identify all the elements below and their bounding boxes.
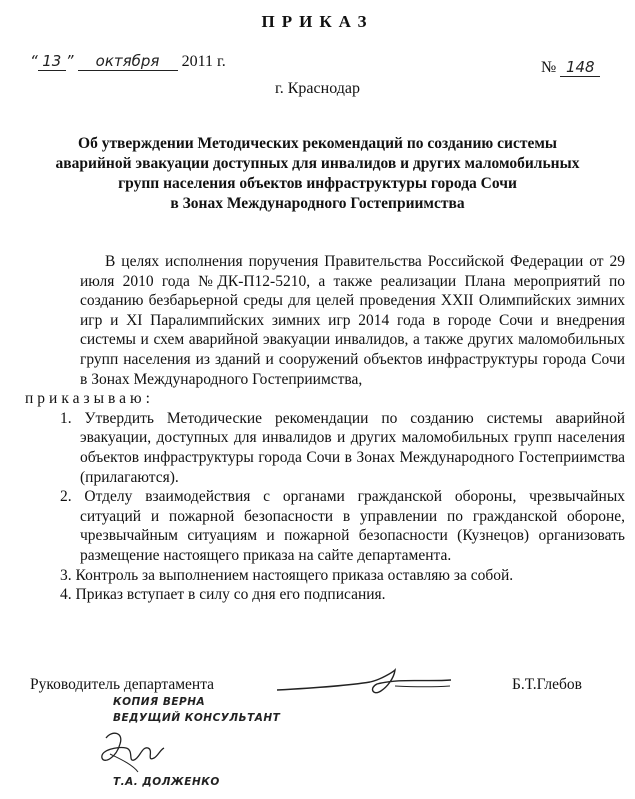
certifier-signature xyxy=(98,728,168,776)
copy-certified-stamp: КОПИЯ ВЕРНА xyxy=(113,696,206,708)
number-value: 148 xyxy=(560,58,600,77)
date-month: октября xyxy=(78,52,178,71)
date-open-quote: “ xyxy=(30,52,38,70)
order-date xyxy=(30,52,226,71)
preamble: В целях исполнения поручения Правительства Российской Федерации от 29 июля 2010 года №ДК-П12-5210, а также реализации Плана мероприятий по созданию безбарьерной среды для целей проведения XXII Олимпийских зимних игр и XI Паралимпийских зимних игр 2014 года в городе Сочи и внедрения системы и схем аварийной эвакуации инвалидов, а также других маломобильных групп населения из зданий и сооружений объектов инфраструктуры города Сочи в Зонах Международного Гостеприимства, xyxy=(80,253,625,388)
signatory-position: Руководитель департамента xyxy=(30,676,215,693)
order-item: 1. Утвердить Методические рекомендации по созданию системы аварийной эвакуации, доступных для инвалидов и других маломобильных групп населения объектов инфраструктуры города Сочи в Зонах Международного Гостеприимства (прилагаются). xyxy=(60,409,625,486)
order-item: 4. Приказ вступает в силу со дня его подписания. xyxy=(60,586,386,604)
signatory-name: Б.Т.Глебов xyxy=(512,676,582,693)
date-close-quote: ” xyxy=(65,52,74,70)
document-title: ПРИКАЗ xyxy=(261,12,374,31)
order-heading xyxy=(30,134,605,214)
signature-mark xyxy=(275,668,455,698)
heading-line: Об утверждении Методических рекомендаций по созданию системы xyxy=(78,135,557,152)
order-item: 2. Отделу взаимодействия с органами гражданской обороны, чрезвычайных ситуаций и пожарной безопасности в управлении по гражданской обороне, чрезвычайным ситуациям и пожарной безопасности (Кузнецов) организовать размещение настоящего приказа на сайте департамента. xyxy=(60,488,625,564)
number-label: № xyxy=(541,59,557,76)
date-year: 2011 г. xyxy=(181,53,226,70)
consultant-stamp: ВЕДУЩИЙ КОНСУЛЬТАНТ xyxy=(113,712,281,724)
heading-line: аварийной эвакуации доступных для инвалидов и других маломобильных xyxy=(55,155,580,172)
order-body xyxy=(25,252,625,605)
certifier-name: Т.А. ДОЛЖЕНКО xyxy=(113,776,220,788)
city: г. Краснодар xyxy=(275,80,360,97)
order-item: 3. Контроль за выполнением настоящего приказа оставляю за собой. xyxy=(60,566,514,584)
order-word: приказываю: xyxy=(25,390,154,408)
date-day: 13 xyxy=(38,52,66,71)
order-number xyxy=(541,58,600,77)
heading-line: в Зонах Международного Гостеприимства xyxy=(170,195,465,212)
heading-line: групп населения объектов инфраструктуры города Сочи xyxy=(118,175,517,192)
